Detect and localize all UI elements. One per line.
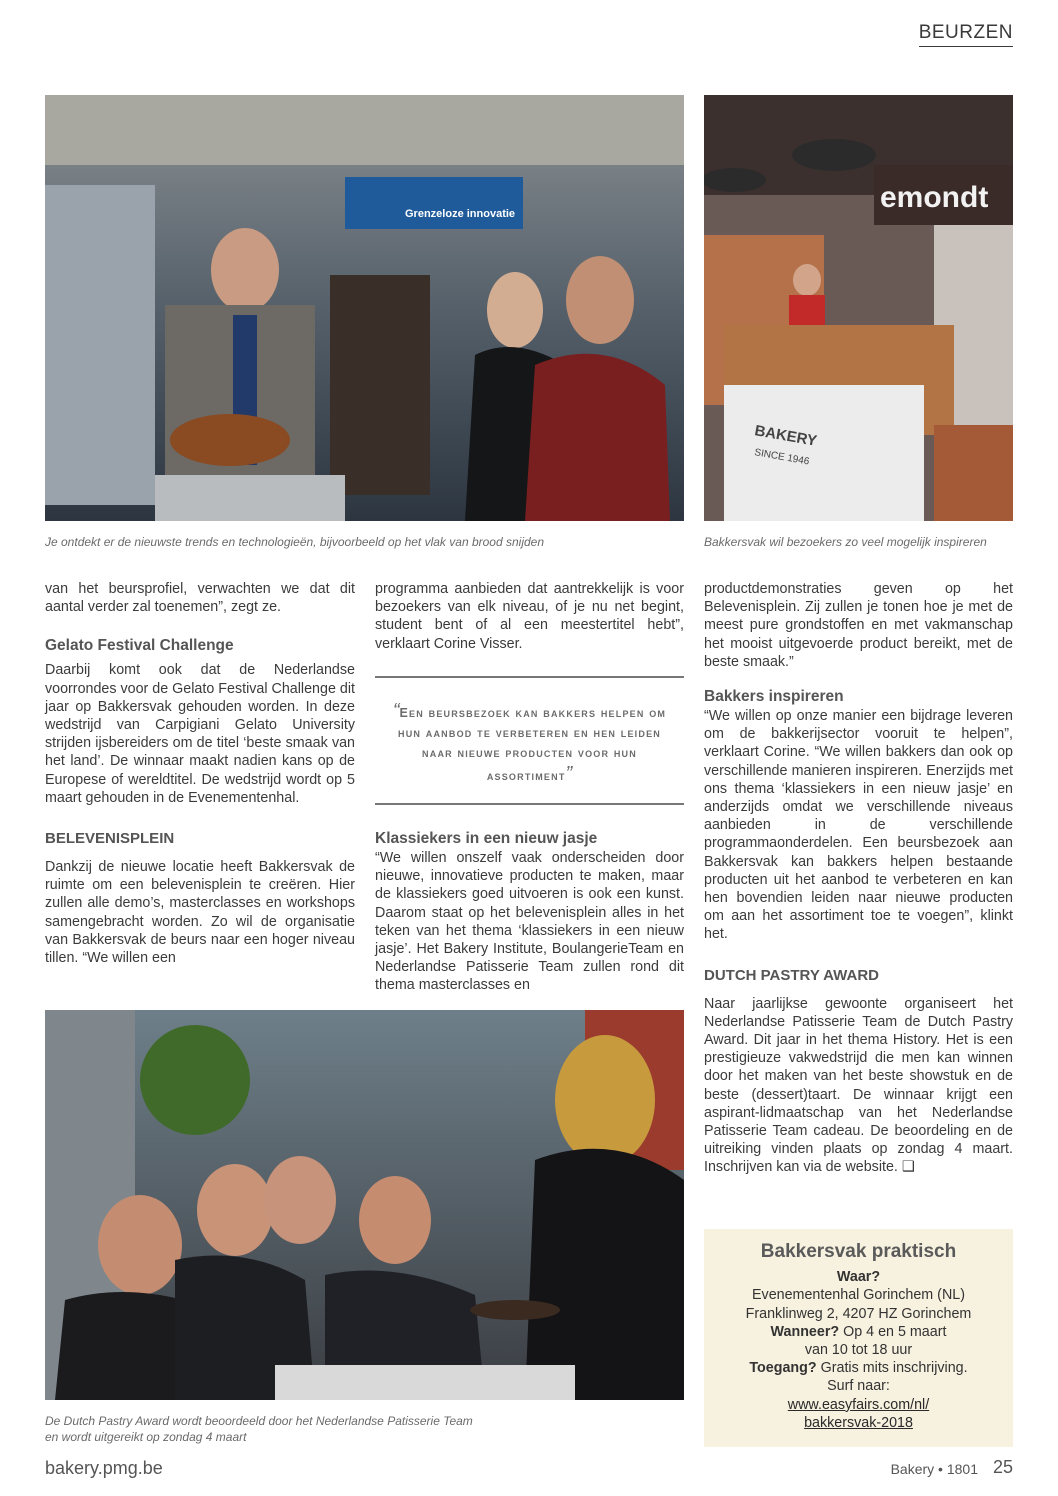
photo-bread-slicing xyxy=(45,95,684,521)
col1-paragraph: van het beursprofiel, verwachten we dat dit aantal verder zal toenemen”, zegt ze. xyxy=(45,581,355,616)
page-number: 25 xyxy=(992,1457,1013,1477)
column-3 xyxy=(704,580,1013,1177)
col3-paragraph-text: Naar jaarlijkse gewoonte organiseert het Nederlandse Patisserie Team de Dutch Pastry Award. Dit jaar in het thema History. Het is een prestigieuze vakwedstrijd die men kan winnen door het maken van het beste showstuk en de beste (dessert)taart. De winnaar krijgt een aspirant-lidmaatschap van het Nederlandse Patisserie Team cadeau. De beoordeling en de uitreiking vinden plaats op zondag 4 maart. Inschrijven kan via de website. xyxy=(704,995,1013,1176)
counter-text-2: SINCE 1946 xyxy=(753,447,811,468)
column-1 xyxy=(45,580,355,967)
footer-site: bakery.pmg.be xyxy=(45,1458,163,1478)
section-tag: BEURZEN xyxy=(919,22,1013,47)
info-box xyxy=(704,1229,1013,1447)
col1-paragraph: Daarbij komt ook dat de Nederlandse voorrondes voor de Gelato Festival Challenge dit jaar op Bakkersvak gehouden worden. In deze wedstrijd van Carpigiani Gelato University strijden ijsbereiders om de titel ‘beste smaak van het land’. De winnaar maakt nadien kans op de Europese of wereldtitel. De wedstrijd wordt op 5 maart gehouden in de Evenementenhal. xyxy=(45,662,355,806)
pull-quote xyxy=(375,676,684,805)
photo-bakery-stand xyxy=(704,95,1013,521)
footer-magazine: Bakery • 1801 xyxy=(890,1461,978,1477)
info-when-value: Op 4 en 5 maart xyxy=(843,1323,947,1340)
caption-photo2: Bakkersvak wil bezoekers zo veel mogelijk inspireren xyxy=(704,535,987,549)
quote-close-mark: ” xyxy=(565,763,573,785)
col1-heading: BELEVENISPLEIN xyxy=(45,830,175,848)
info-access-value: Gratis mits inschrijving. xyxy=(820,1360,968,1377)
brand-sign-text: emondt xyxy=(880,181,989,214)
info-when-label: Wanneer? xyxy=(770,1323,840,1340)
end-mark: ❑ xyxy=(901,1159,915,1176)
quote-open-mark: “ xyxy=(392,700,400,722)
col1-paragraph: Dankzij de nieuwe locatie heeft Bakkersvak de ruimte om een belevenisplein te creëren. Hier zullen alle demo’s, masterclasses en workshops samengebracht worden. Zo wil de organisatie van Bakkersvak de beurs naar een hoger niveau tillen. “We willen een xyxy=(45,859,355,967)
info-access-label: Toegang? xyxy=(749,1360,817,1377)
info-surf: Surf naar: xyxy=(827,1378,890,1395)
caption-photo3-line1: De Dutch Pastry Award wordt beoordeeld door het Nederlandse Patisserie Team xyxy=(45,1414,473,1428)
col3-heading: Bakkers inspireren xyxy=(704,688,844,706)
col3-paragraph xyxy=(704,995,1013,1177)
col2-paragraph: programma aanbieden dat aantrekkelijk is voor bezoekers van elk niveau, of je nu net begint, student bent of al een meestertitel hebt”, verklaart Corine Visser. xyxy=(375,581,684,652)
col3-paragraph: productdemonstraties geven op het Belevenisplein. Zij zullen je tonen hoe je met de meest pure grondstoffen en met vakmanschap het mooist uitgevoerde product bereikt, met de beste smaak.” xyxy=(704,581,1013,670)
info-when-time: van 10 tot 18 uur xyxy=(804,1342,913,1359)
pull-quote-text: Een beursbezoek kan bakkers helpen om hun aanbod te verbeteren en hen leiden naar nieuwe producten voor hun assortiment xyxy=(398,706,667,783)
col1-heading: Gelato Festival Challenge xyxy=(45,637,234,655)
caption-photo1: Je ontdekt er de nieuwste trends en technologieën, bijvoorbeeld op het vlak van brood snijden xyxy=(45,535,545,549)
info-where-label: Waar? xyxy=(836,1269,881,1286)
col2-heading: Klassiekers in een nieuw jasje xyxy=(375,830,598,847)
info-link-line2[interactable]: bakkersvak-2018 xyxy=(804,1414,913,1431)
col2-paragraph: “We willen onszelf vaak onderscheiden door nieuwe, innovatieve producten te maken, maar de klassiekers goed uitvoeren is ook een kunst. Daarom staat op het belevenisplein alles in het teken van het thema ‘klassiekers in een nieuw jasje’. Het Bakery Institute, BoulangerieTeam en Nederlandse Patisserie Team zullen rond dit thema masterclasses en xyxy=(375,850,684,994)
column-2 xyxy=(375,580,684,653)
photo-pastry-jury xyxy=(45,1010,684,1400)
info-link-line1[interactable]: www.easyfairs.com/nl/ xyxy=(787,1396,930,1413)
banner-text: Grenzeloze innovatie xyxy=(405,208,516,220)
column-2-lower xyxy=(375,813,684,995)
info-where-line2: Franklinweg 2, 4207 HZ Gorinchem xyxy=(745,1305,972,1322)
info-box-title: Bakkersvak praktisch xyxy=(760,1241,957,1262)
col3-paragraph: “We willen op onze manier een bijdrage leveren om de bakkerijsector vooruit te helpen”, verklaart Corine. “We willen bakkers dan ook op verschillende manieren inspireren. Enerzijds met ons thema ‘klassiekers in een nieuw jasje’ en anderzijds omdat we verschillende niveaus aanbieden in de verschillende programmaonderdelen. Een beursbezoek aan Bakkersvak kan bakkers helpen bestaande producten uit het aanbod te verbeteren en kan hen bovendien leiden naar nieuwe producten om aan het assortiment toe te voegen”, klinkt het. xyxy=(704,708,1013,943)
col3-heading: DUTCH PASTRY AWARD xyxy=(704,966,880,984)
info-where-line1: Evenementenhal Gorinchem (NL) xyxy=(752,1287,965,1304)
caption-photo3 xyxy=(45,1413,685,1445)
caption-photo3-line2: en wordt uitgereikt op zondag 4 maart xyxy=(45,1430,247,1444)
counter-text-1: BAKERY xyxy=(753,422,819,450)
